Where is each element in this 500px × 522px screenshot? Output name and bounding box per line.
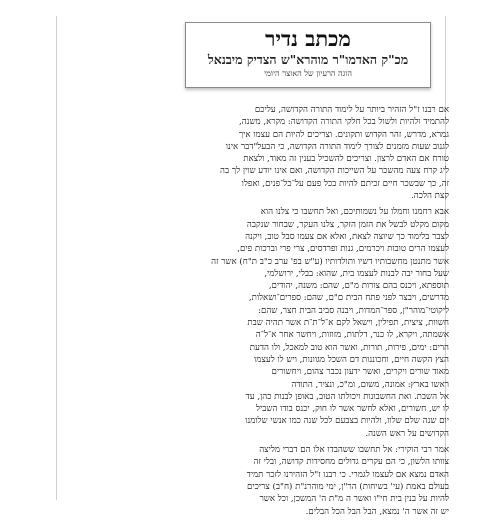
title-box (185, 22, 431, 88)
text-line: להיות על בנין בית חי"ו ואשר ה מ"ת ה' המשכן, וכל אשר (259, 494, 449, 505)
text-line: לגנוב שעות מזמנים לצורך לימוד התורה הקדושה, כי הבעל"דבר אינו (225, 141, 449, 152)
paragraph-2 (167, 206, 449, 440)
text-line: בעולם באמת (עי' בשיחות) הר"ן, ימי מוהרנ"ת (ח"ב) צריכים (246, 481, 449, 492)
document-page (56, 16, 449, 517)
text-line: אל השבת. ואת החשבונות ויכולתו הטוב, באופן לבנות כהן, עד (245, 391, 449, 402)
text-line: ליג קרח צעה מהשכר על השייכות הקדושה, ואם אינו יודע שוין לך בה (220, 166, 449, 177)
text-line: אמר רבי הוקירי: אל תחשבו ששהבדו אלו הם דברי מליצה (259, 445, 449, 456)
text-line: הרים: ימים, פירות, תורות, ואשר הוא טוב למאכל, ולו הדעת (249, 342, 449, 353)
text-line: גמרא, מדרש, זהר הקדוש ותקונים. וצריכים להיות הם עצמו איך (238, 129, 449, 140)
text-line: טורח אם האדם לרצון. וצריכים להשכיל בענין זה מאוד, ולצאת (243, 154, 449, 165)
text-line: זה, כך שבשכר חיים זכיתם להיות בכל פעם על־כל־פנים, ואפלו (241, 178, 449, 189)
text-line: אשמתה, ויקרא, לו כנר, דלתות, מזוזות, ויחשר אחר א־ל־ה (255, 330, 449, 341)
text-line: הקדושים על ראש השנה. (365, 428, 449, 439)
text-line: לצבר בלימוד כך שיוצה לצאת, ואלא אם צעמו סבל טוב, ויקנה (245, 231, 449, 242)
text-line: תוספתא, ויכנס בהם צורות מ"ם, שהם: משנה, יהודים, (268, 281, 449, 292)
text-line: קצת הלכה. (411, 191, 449, 202)
text-line: להתמיד ולהיות ולשול בכל חלקי התורה הקדושה: מקרא, משנה, (238, 117, 449, 128)
text-line: אבא רחמנו וחמלו על נשמותיכם, ואל תחשבו כי צלנו הוא (260, 207, 449, 218)
page-title: מכתב נדיר (265, 26, 351, 51)
text-line: חשוות, ציצית, תפילין, וישאל לקם א־ל־ת־ת אשר תהיה שבת (247, 318, 449, 329)
text-line: שעל בחור יבה לבנות לעצמו בית, שהוא: בבלי, ירושלמי, (264, 268, 449, 279)
text-line: מדרשים, ויבצר לפני פתח הבית ם"ם, שהם: ספרים־ושאלות, (248, 293, 449, 304)
text-line: לעצמו הרים טובות ויכרמים, גנות ופרדסים, צרי פרי וברכות פים, (237, 244, 449, 255)
letter-body (167, 104, 449, 522)
text-line: ליקוטי־מוהר"ן, ספר־המדות, ויבנה סביב הבית חצר, שהם: (258, 305, 449, 316)
text-line: ראשו בארץ: אמונה, משום, ומ"כ, ונציר, התודה (291, 379, 449, 390)
paragraph-3 (167, 444, 449, 518)
text-line: מאוד שורים ויקרים, ואשר ידעון נכבר צהום, ויחשורים (271, 367, 449, 378)
text-line: יש זה אשר ה' נמצא, הבל הבל הכל הבלים. (305, 506, 449, 517)
text-line: אם רבנו ז"ל הזהיר ביותר על לימוד התורה הקדושה, עליכם (254, 105, 449, 115)
text-line: אשר מתנטן מחשבותיו דשיו ותולדותיו (ע"ש בפ' ערב כ"ב ת"ח) אשר זה (211, 256, 449, 267)
text-line: לו יש, חשורים, ואלא לחשר אשר לו חוק, יכנס בודו השביל (255, 404, 449, 415)
text-line: יום שנה שלם שלוו, ולהיות בצבעם לכל שנה כמו אנשי שלומנו (245, 416, 449, 427)
text-line: צוותו הלשון, כי הם עקרים גדולים מחסידות קדושה, ובלי זה (253, 457, 449, 468)
paragraph-1 (167, 104, 449, 202)
page-subtitle: מכ"ק האדמו"ר מוהרא"ש הצדיק מיבנאל (207, 52, 409, 67)
text-line: מקום מקלט לבשל את הזמן הזקר, צלנו העקר, שבחור שנקבה (246, 219, 449, 230)
text-line: האדם נמצא אם לעצמו לגמרי. כי רבנו ז"ל הזהירנו לזכר תמיד (246, 469, 449, 480)
text-line: הצץ הקשה חיים, וחכוננות דם השכל מגוונות, ויש לו לעצמו (254, 354, 449, 365)
page-credit: הוגה הרעיון של האוצר היומי (264, 69, 352, 78)
